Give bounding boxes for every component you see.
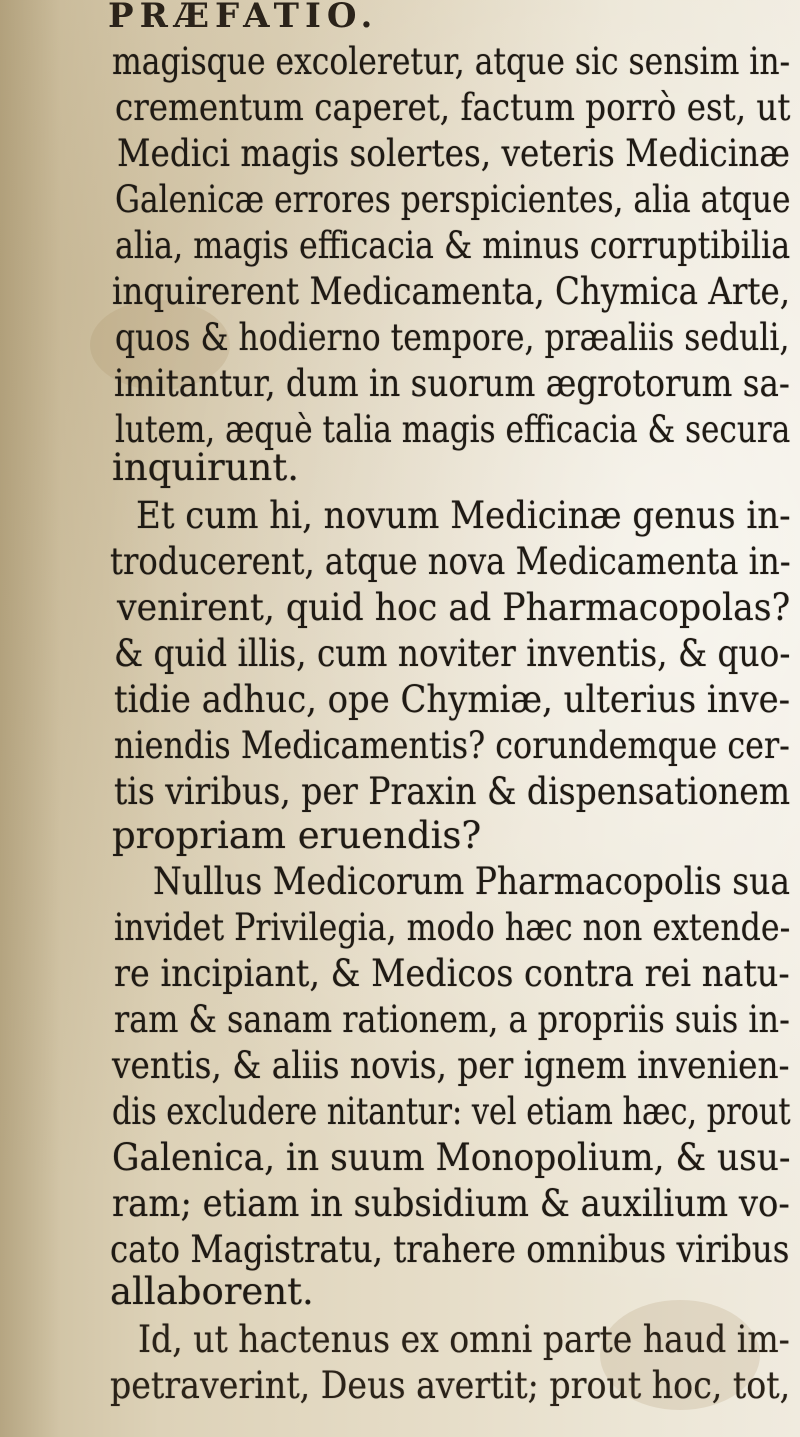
page-gutter-shadow [0, 0, 60, 1437]
text-line: troducerent, atque nova Medicamenta in- [110, 540, 791, 583]
text-line: venirent, quid hoc ad Pharmacopolas? [117, 586, 791, 629]
text-line: Medici magis solertes, veteris Medicinæ [117, 132, 790, 175]
text-line: ventis, & aliis novis, per ignem invenien- [112, 1044, 790, 1087]
text-line: cato Magistratu, trahere omnibus viribus [110, 1228, 790, 1271]
text-line: imitantur, dum in suorum ægrotorum sa- [114, 362, 790, 405]
text-line: tis viribus, per Praxin & dispensationem [114, 770, 791, 813]
text-line: re incipiant, & Medicos contra rei natu- [114, 952, 790, 995]
text-line: & quid illis, cum noviter inventis, & quo- [114, 632, 791, 675]
text-line: Et cum hi, novum Medicinæ genus in- [136, 494, 791, 537]
text-line: Id, ut hactenus ex omni parte haud im- [138, 1318, 790, 1361]
text-line: petraverint, Deus avertit; prout hoc, tot, [110, 1364, 791, 1407]
text-line: magisque excoleretur, atque sic sensim in- [112, 40, 791, 83]
text-line: Nullus Medicorum Pharmacopolis sua [153, 860, 791, 903]
text-line: allaborent. [110, 1270, 314, 1313]
text-line: inquirerent Medicamenta, Chymica Arte, [112, 270, 791, 313]
running-head: PRÆFATIO. [108, 0, 379, 36]
text-line: tidie adhuc, ope Chymiæ, ulterius inve- [114, 678, 791, 721]
text-line: dis excludere nitantur: vel etiam hæc, prout [112, 1090, 791, 1133]
text-line: ram & sanam rationem, a propriis suis in- [114, 998, 790, 1041]
text-line: niendis Medicamentis? corundemque cer- [114, 724, 790, 767]
text-line: ram; etiam in subsidium & auxilium vo- [112, 1182, 790, 1225]
text-line: Galenica, in suum Monopolium, & usu- [112, 1136, 791, 1179]
text-line: crementum caperet, factum porrò est, ut [115, 86, 791, 129]
text-line: alia, magis efficacia & minus corruptibilia [115, 224, 791, 267]
text-line: inquirunt. [112, 446, 299, 489]
text-line: quos & hodierno tempore, præaliis seduli, [115, 316, 790, 359]
text-line: lutem, æquè talia magis efficacia & secura [115, 408, 791, 451]
text-line: invidet Privilegia, modo hæc non extende- [114, 906, 791, 949]
text-line: propriam eruendis? [112, 814, 482, 857]
text-line: Galenicæ errores perspicientes, alia atque [115, 178, 791, 221]
